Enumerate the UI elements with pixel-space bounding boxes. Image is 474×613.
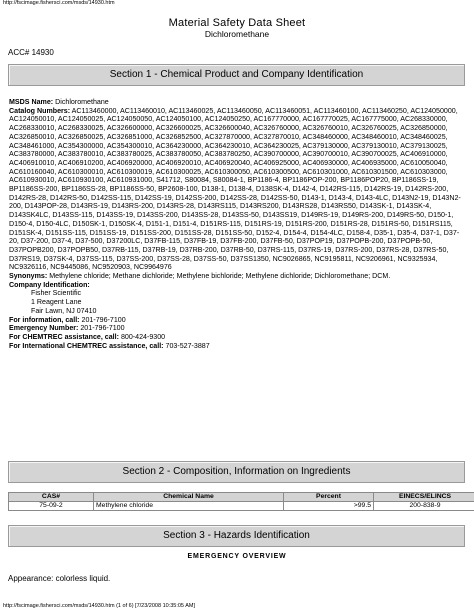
column-header-percent: Percent xyxy=(284,493,374,502)
column-header-cas: CAS# xyxy=(9,493,94,502)
section-1-body xyxy=(9,98,469,350)
intl-chemtrec-label: For International CHEMTREC assistance, call: xyxy=(9,341,164,350)
msds-name-value: Dichloromethane xyxy=(53,98,109,106)
msds-name-line xyxy=(9,98,469,107)
information-label: For information, call: xyxy=(9,315,80,324)
catalog-numbers-label: Catalog Numbers: xyxy=(9,106,71,115)
catalog-numbers-line xyxy=(9,107,469,272)
emergency-overview-heading: EMERGENCY OVERVIEW xyxy=(187,553,287,560)
catalog-numbers-value: AC113460000, AC113460010, AC113460025, AC113460050, AC113460051, AC113460100, AC113460250, AC124050000, AC124050010, AC124050025, AC124050050, AC124050100, AC124050250, AC167770000, AC167770025, AC167775000, AC268330000, AC268330010, AC268330025, AC326600000, AC326600025, AC326600040, AC326760000, AC326760010, AC326760025, AC326850000, AC326850010, AC326850025, AC326851000, AC326852500, AC327870000, AC327870010, AC348460000, AC348460010, AC348460025, AC348461000, AC354300000, AC354300010, AC364230000, AC364230010, AC364230025, AC379130000, AC379130010, AC379130025, AC383780000, AC383780010, AC383780025, AC383780050, AC383780250, AC390700000, AC390700010, AC390700025, AC406910000, AC406910010, AC406910200, AC406920000, AC406920010, AC406920040, AC406925000, AC406930000, AC406935000, AC610050040, AC610160040, AC610300010, AC610300019, AC610300025, AC610300050, AC610300500, AC610301000, AC610301500, AC610303000, AC610930010, AC610930100, AC610931000, S41712, S80084, S80084-1, BP1186-4, BP1186POP-200, BP1186POP20, BP1186SS-19, BP1186SS-200, BP1186SS-28, BP1186SS-50, BP2608-100, D138-1, D138-4, D138SK-4, D142-4, D142RS-115, D142RS-19, D142RS-200, D142RS-28, D142RS-50, D142SS-115, D142SS-19, D142SS-200, D142SS-28, D142SS-50, D143-1, D143-4, D143-4LC, D143N2-19, D143N2-200, D143POP-28, D143RS-19, D143RS-200, D143RS-28, D143RS115, D143RS200, D143RS28, D143RS50, D143SK-1, D143SK-4, D143SK4LC, D143SS-115, D143SS-19, D143SS-200, D143SS-28, D143SS-50, D143SS19, D149RS-19, D149RS-200, D149RS-50, D150-1, D150-4, D150-4LC, D150SK-1, D150SK-4, D151-1, D151-4, D151RS-115, D151RS-19, D151RS-200, D151RS-28, D151RS-50, D151RS115, D151SK-4, D151SS-115, D151SS-19, D151SS-200, D151SS-28, D151SS-50, D152-4, D154-4, D154-4LC, D158-4, D35-1, D35-4, D37-1, D37-20, D37-200, D37-4, D37-500, D37200LC, D37FB-115, D37FB-19, D37FB-200, D37FB-50, D37POP19, D37POPB-200, D37POPB-50, D37POPB200, D37POPB50, D37RB-115, D37RB-19, D37RB-200, D37RB-50, D37RS-115, D37RS-19, D37RS-200, D37RS-28, D37RS-50, D37RS19, D37SK-4, D37SS-115, D37SS-200, D37SS-28, D37SS-50, D37SS1350, NC9026865, NC9195811, NC9206961, NC9325934, NC9326116, NC9445086, NC9520903, NC9964976 xyxy=(9,106,461,272)
chemical-name-cell: Methylene chloride xyxy=(94,502,284,511)
ingredients-header-row xyxy=(9,493,474,502)
section-2-heading: Section 2 - Composition, Information on Ingredients xyxy=(8,461,465,483)
cas-cell: 75-09-2 xyxy=(9,502,94,511)
company-street: 1 Reagent Lane xyxy=(31,298,82,307)
company-identification-label: Company Identification: xyxy=(9,280,90,289)
msds-name-label: MSDS Name: xyxy=(9,98,54,106)
einecs-cell: 200-838-9 xyxy=(374,502,474,511)
information-line xyxy=(9,316,469,325)
section-1-heading: Section 1 - Chemical Product and Company Identification xyxy=(8,64,465,86)
information-phone: 201-796-7100 xyxy=(79,315,126,324)
synonyms-label: Synonyms: xyxy=(9,272,48,281)
appearance-text: Appearance: colorless liquid. xyxy=(8,574,111,583)
ingredients-table xyxy=(8,492,474,511)
column-header-chemical-name: Chemical Name xyxy=(94,493,284,502)
chemtrec-label: For CHEMTREC assistance, call: xyxy=(9,332,119,341)
chemtrec-phone: 800-424-9300 xyxy=(118,332,166,341)
footer-url: http://fscimage.fishersci.com/msds/14930.htm (1 of 6) [7/23/2008 10:35:05 AM] xyxy=(3,603,195,609)
emergency-phone: 201-796-7100 xyxy=(78,324,125,333)
column-header-einecs: EINECS/ELINCS xyxy=(374,493,474,502)
company-name: Fisher Scientific xyxy=(31,289,82,298)
table-row xyxy=(9,502,474,511)
acc-number: ACC# 14930 xyxy=(8,48,54,57)
document-subtitle: Dichloromethane xyxy=(204,29,270,39)
emergency-line xyxy=(9,324,469,333)
document-title: Material Safety Data Sheet xyxy=(168,17,306,29)
section-3-heading: Section 3 - Hazards Identification xyxy=(8,525,465,547)
emergency-label: Emergency Number: xyxy=(9,324,79,333)
intl-chemtrec-phone: 703-527-3887 xyxy=(163,341,210,350)
company-city: Fair Lawn, NJ 07410 xyxy=(31,306,97,315)
header-url: http://fscimage.fishersci.com/msds/14930.htm xyxy=(3,0,115,6)
intl-chemtrec-line xyxy=(9,342,469,351)
synonyms-value: Methylene chloride; Methane dichloride; Methylene bichloride; Methylene dichloride; Dichloromethane; DCM. xyxy=(47,272,391,281)
chemtrec-line xyxy=(9,333,469,342)
percent-cell: >99.5 xyxy=(284,502,374,511)
synonyms-line xyxy=(9,272,469,281)
